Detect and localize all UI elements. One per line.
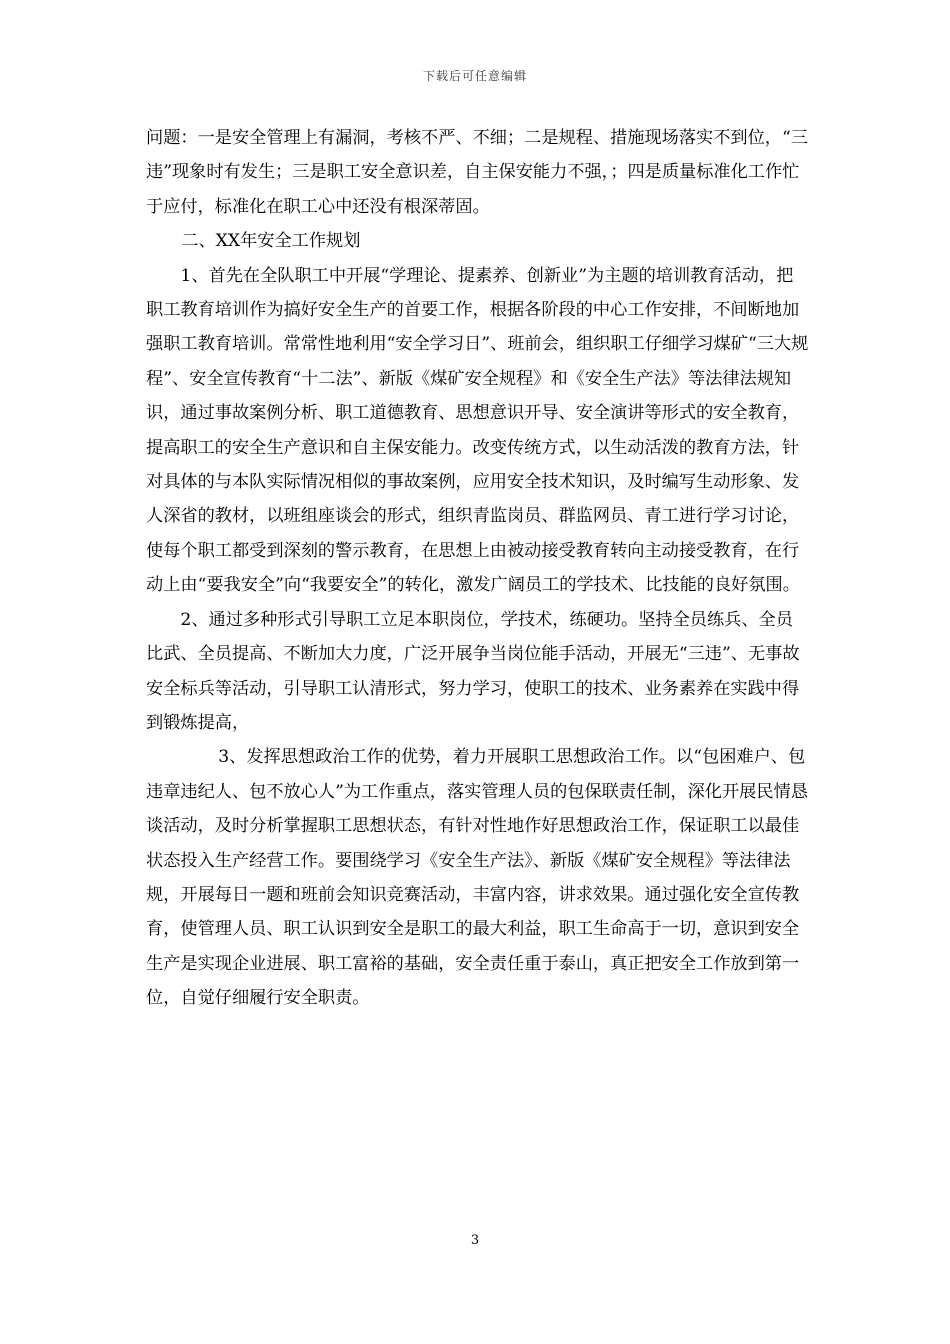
section-heading: 二、XX年安全工作规划 [181,231,361,252]
page-header: 下载后可任意编辑 [422,69,527,83]
paragraph-1: 1、首先在全队职工中开展“学理论、提素养、创新业”为主题的培训教育活动，把职工教育培训作为搞好安全生产的首要工作，根据各阶段的中心工作安排，不间断地加强职工教育培训。常常性地利用“安全学习日”、班前会，组织职工仔细学习煤矿“三大规程”、安全宣传教育“十二法”、新版《煤矿安全规程》和《安全生产法》等法律法规知识，通过事故案例分析、职工道德教育、思想意识开导、安全演讲等形式的安全教育，提高职工的安全生产意识和自主保安能力。改变传统方式，以生动活泼的教育方法，针对具体的与本队实际情况相似的事故案例，应用安全技术知识，及时编写生动形象、发人深省的教材，以班组座谈会的形式，组织青监岗员、群监网员、青工进行学习讨论，使每个职工都受到深刻的警示教育，在思想上由被动接受教育转向主动接受教育，在行动上由“要我安全”向“我要安全”的转化，激发广阔员工的学技术、比技能的良好氛围。 [146,265,809,596]
paragraph-continuation: 问题：一是安全管理上有漏洞，考核不严、不细；二是规程、措施现场落实不到位，“三违”现象时有发生；三是职工安全意识差，自主保安能力不强，；四是质量标准化工作忙于应付，标准化在职工心中还没有根深蒂固。 [146,128,808,217]
document-body [146,121,810,1016]
paragraph-3: 3、发挥思想政治工作的优势，着力开展职工思想政治工作。以“包困难户、包违章违纪人、包不放心人”为工作重点，落实管理人员的包保联责任制，深化开展民情恳谈活动，及时分析掌握职工思想状态，有针对性地作好思想政治工作，保证职工以最佳状态投入生产经营工作。要围绕学习《安全生产法》、新版《煤矿安全规程》等法律法规，开展每日一题和班前会知识竞赛活动，丰富内容，讲求效果。通过强化安全宣传教育，使管理人员、职工认识到安全是职工的最大利益，职工生命高于一切，意识到安全生产是实现企业进展、职工富裕的基础，安全责任重于泰山，真正把安全工作放到第一位，自觉仔细履行安全职责。 [146,747,808,1009]
page-number: 3 [470,1233,480,1248]
paragraph-2: 2、通过多种形式引导职工立足本职岗位，学技术，练硬功。坚持全员练兵、全员比武、全员提高、不断加大力度，广泛开展争当岗位能手活动，开展无“三违”、无事故安全标兵等活动，引导职工认清形式，努力学习，使职工的技术、业务素养在实践中得到锻炼提高， [146,609,800,733]
